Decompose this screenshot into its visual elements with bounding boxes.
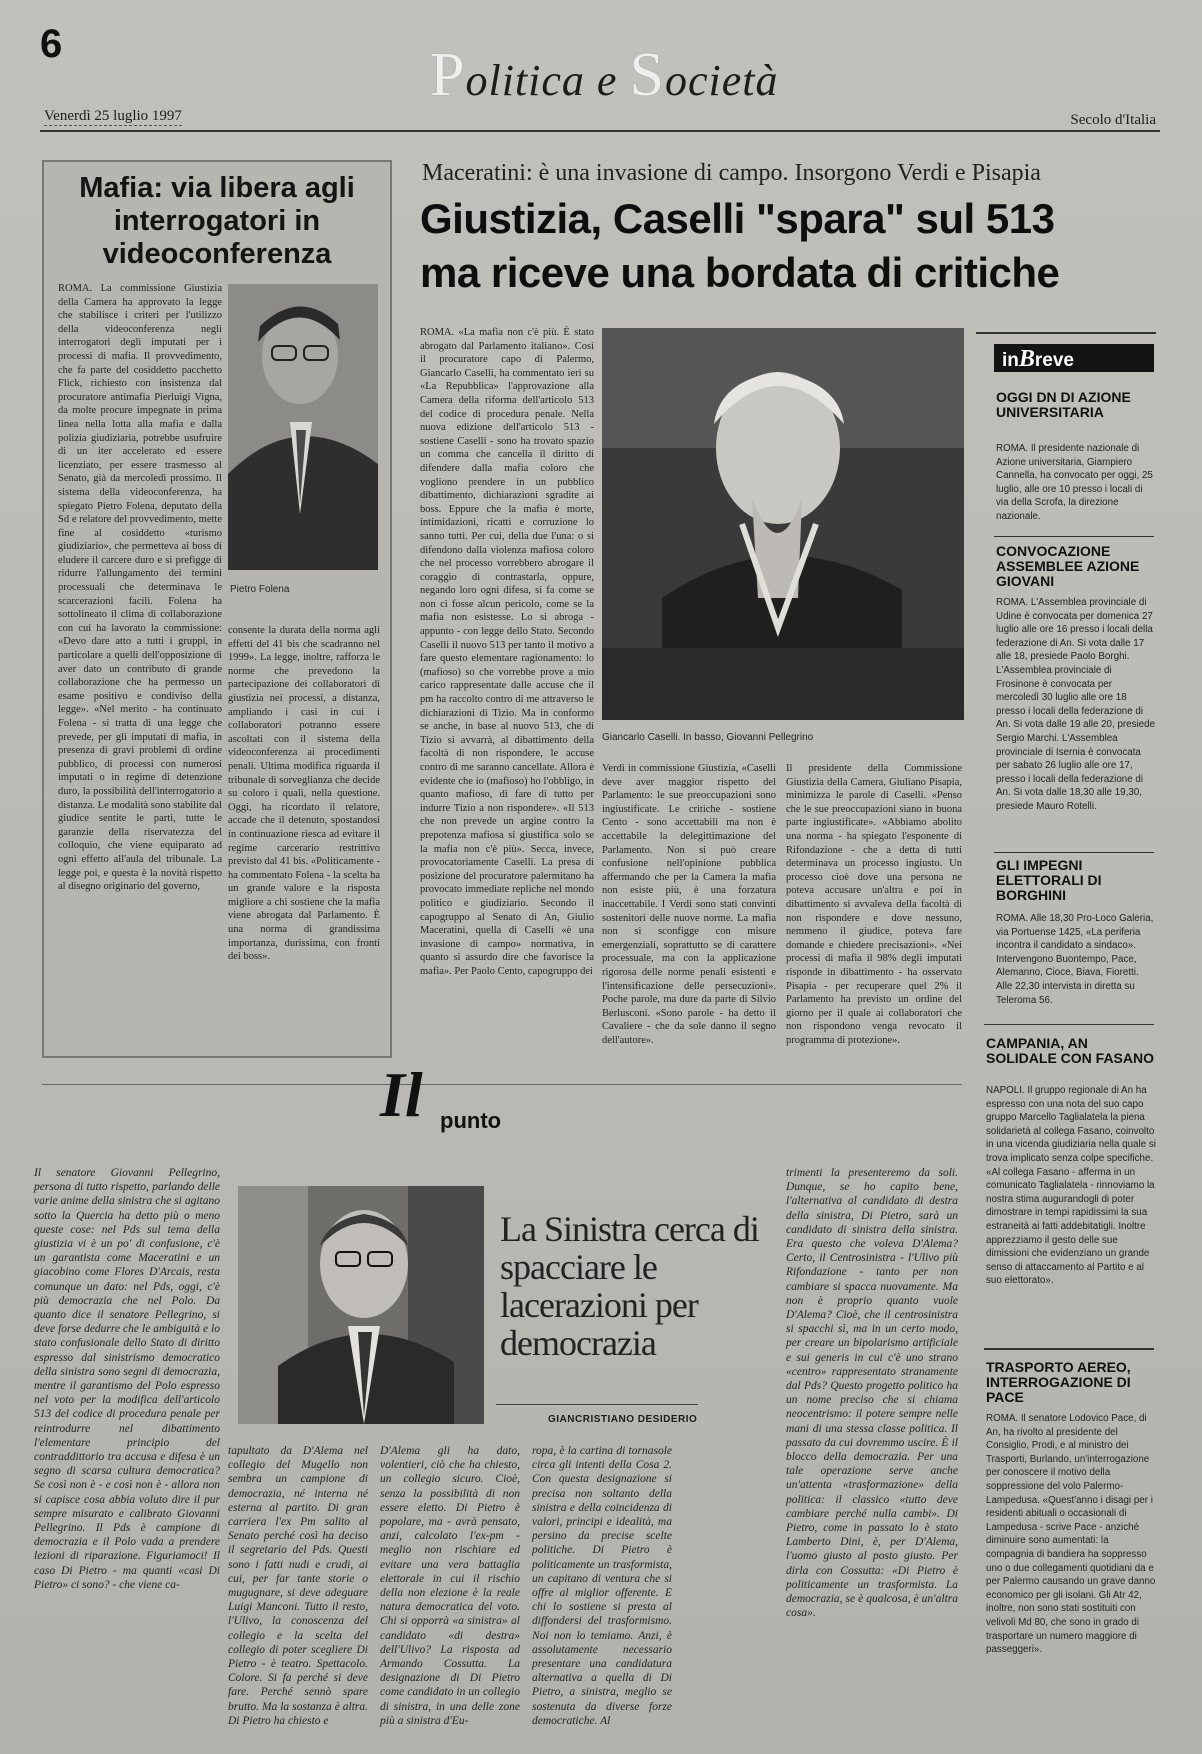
editorial-col2-text: tapultato da D'Alema nel collegio del Mugello non sembra un campione di democrazia, né interna né esterna al partito. Di gran carriera l'ex Pm salito al Senato perché così ha deciso il segretario del Pds. Questi sono i fatti nudi e crudi, ai cui, per far tante storie o mugugnare, si deve adeguare Luigi Manconi. Tutto il resto, l'Ulivo, la conoscenza del collegio e la scelta del collegio di poter scegliere Di Pietro - è teatro. Spettacolo. Colore. Si fa perché si deve fare. Perché sennò spare brutto. Ma la sostanza è altra. Di Pietro ha chiesto e bbox=[228, 1445, 368, 1727]
main-article-col1 bbox=[420, 326, 594, 1062]
editorial-title: La Sinistra cerca di spacciare le lacerazioni per democrazia bbox=[500, 1209, 759, 1363]
section-initial-s: S bbox=[629, 41, 665, 109]
main-article-col2-text: Verdi in commissione Giustizia, «Caselli deve aver maggior rispetto del Parlamento: le sue preoccupazioni sono ingiustificate. Le critiche - sostiene Cento - sono accettabili ma non è accettabile la delegittimazione del Parlamento. Non si può creare confusione nell'opinione pubblica affermando che per la Camera la mafia non esiste più, è una forzatura inaccettabile. I Verdi sono stati convinti sostenitori delle nuove norme. La mafia non si sconfigge con misure emergenziali, soprattutto se di carattere processuale, ma con la applicazione rigorosa delle norme penali esistenti e l'intensificazione delle persecuzioni». Poche parole, ma dure da parte di Silvio Berlusconi. «Sono parole - ha detto il Cavaliere - che da sole danno il segno dell'autore». bbox=[602, 763, 776, 1046]
main-headline-line2: ma riceve una bordata di critiche bbox=[420, 249, 1060, 296]
main-article-col3 bbox=[786, 762, 962, 1062]
brief-text-3: ROMA. Alle 18,30 Pro-Loco Galeria, via Portuense 1425, «La periferia incontra il candidato a sindaco». Intervengono Buontempo, Pace, Alemanno, Cioce, Biava, Fioretti. Alle 22,30 intervista in diretta su Teleroma 56. bbox=[996, 913, 1154, 1006]
left-article-col2 bbox=[228, 624, 380, 1036]
main-article-col1-text: ROMA. «La mafia non c'è più. È stato abrogato dal Parlamento italiano». Così il procuratore capo di Palermo, Giancarlo Caselli, ha commentato ieri su «La Repubblica» l'approvazione alla Camera della riforma dell'articolo 513 del codice di procedura penale. Nella nuova edizione dell'articolo 513 - sostiene Caselli - sono ha trovato spazio un comma che cancella il diritto di difendere dalla mafia coloro che vogliono prendere in un pubblico dibattimento, dichiarazioni sgradite ai boss. Eppure che la mafia è morte, intimidazioni, ricatti e corruzione lo sanno tutti. Per cui, della due l'una: o si difendono dalla violenza mafiosa coloro che nel processo vorrebbero abrogare il coraggio di contrastarla, oppure, negando loro ogni difesa, si fa come se non ci fosse alcun pericolo, come se la mafia non esistesse. Lo si abroga - appunto - con legge dello Stato. Secondo Caselli il nuovo 513 per tanto il motivo a fare questo elementare ragionamento: lo (mafioso) so che vorrebbe prove a mio carico rappresentate dalle accuse che il pm ha raccolto contro di me attraverso le dichiarazioni di Tizio. Ma in conformo se anche, in base al nuovo 513, che di Tizio si avvarrà, al dibattimento della facoltà di non rispondere, le accuse contro di me saranno cancellate. Allora è evidente che io (mafioso) ho l'obbligo, in quanto mafioso, di fare di tutto per indurre Tizio a non rispondere». «Il 513 che non prevede un argine contro la prepotenza mafiosa si giustifica solo se la mafia non c'è più». Secca, invece, provocatoriamente Caselli. La presa di posizione del procuratore palermitano ha provocato immediate repliche nel mondo politico e giudiziario. Secondo il capogruppo al Senato di An, Giulio Maceratini, quella di Caselli «è una invasione di campo» normativa, in quanto si assurdo dire che favorisce la mafia». Per Paolo Cento, capogruppo dei bbox=[420, 327, 594, 977]
folena-photo bbox=[228, 284, 378, 570]
in-breve-b: B bbox=[1018, 346, 1035, 372]
punto-rule bbox=[42, 1084, 962, 1085]
brief-title-2: CONVOCAZIONE ASSEMBLEE AZIONE GIOVANI bbox=[996, 543, 1140, 589]
section-rest-1: olitica e bbox=[465, 56, 630, 105]
left-article-col2-text: consente la durata della norma agli effetti del 41 bis che scadranno nel 1999». La legge, inoltre, rafforza le norme che prevedono la partecipazione dei collaboratori di giustizia nei processi, a distanza, ampliando i casi in cui i collaboratori potranno essere ascoltati con il sistema della videoconferenza ai procedimenti penali. Ultima modifica riguarda il tribunale di sorveglianza che decide su coloro i quali, nella questione. Oggi, ha ricordato il relatore, accade che il detenuto, spostandosi in continuazione riesca ad evitare il regime carcerario restrittivo previsto dal 41 bis. «Politicamente - ha commentato Folena - la scelta ha un grande valore e la risposta migliore a chi sostiene che la mafia viene abrogata dal Parlamento. È una norma di grandissima importanza, durissima, con fronti dei boss». bbox=[228, 625, 380, 963]
brief-divider bbox=[994, 536, 1154, 537]
left-article-title: Mafia: via libera agli interrogatori in videoconferenza bbox=[79, 172, 355, 270]
editorial-col1 bbox=[34, 1166, 220, 1746]
left-article-col1-text: ROMA. La commissione Giustizia della Camera ha approvato la legge che stabilisce i criteri per l'utilizzo della videoconferenza negli interrogatori degli imputati per i processi di mafia. Il provvedimento, che fa parte del cosiddetto pacchetto Flick, richiesto con insistenza dal procuratore antimafia Pierluigi Vigna, da molte procure impegnate in prima linea nella lotta alla mafia e dalla polizia giudiziaria, potrebbe usufruire di un iter accelerato ed essere licenziato, per essere trasmesso al Senato, già da mercoledì prossimo. Il sistema della videoconferenza, ha spiegato Pietro Folena, deputato della Sd e relatore del provvedimento, mette fine al cosiddetto «turismo giudiziario», che permetteva ai boss di eludere il carcere duro e si prefigge di ridurre l'allungamento dei termini processuali che determinava le scarcerazioni facili. Folena ha sottolineato il clima di collaborazione con cui ha lavorato la commissione: «Devo dare atto a tutti i gruppi, in particolare a quelli dell'opposizione di aver dato un contributo di grande collaborazione che ha permesso un esame positivo e condiviso della legge». «Nel merito - ha continuato Folena - si tratta di una legge che prevede, per gli imputati di mafia, in presenza di gravi problemi di ordine pubblico, di processi con numerosi imputati o in regime di detenzione duro, la possibilità dell'interrogatorio a distanza. Le modalità sono stabilite dal giudice sentite le parti, tutte le garanzie della riservatezza del colloquio, che viene equiparato ad ogni effetto all'aula del tribunale. La legge poi, e questa è la novità rispetto al disegno originario del governo, bbox=[58, 283, 222, 893]
header-rule bbox=[40, 130, 1160, 132]
main-headline bbox=[420, 192, 1160, 300]
section-title bbox=[430, 40, 778, 111]
brief-text-1: ROMA. Il presidente nazionale di Azione universitaria, Giampiero Cannella, ha convocato per oggi, 25 luglio, alle ore 10 presso i locali di via della Scrofa, la direzione nazionale. bbox=[996, 443, 1153, 522]
left-article-col1-cont bbox=[58, 600, 222, 1036]
brief-title-5: TRASPORTO AEREO, INTERROGAZIONE DI PACE bbox=[986, 1359, 1131, 1405]
editorial-byline: GIANCRISTIANO DESIDERIO bbox=[548, 1414, 698, 1425]
section-initial-p: P bbox=[430, 41, 466, 109]
caselli-caption: Giancarlo Caselli. In basso, Giovanni Pellegrino bbox=[602, 732, 814, 743]
in-breve-label bbox=[994, 344, 1154, 372]
caselli-photo bbox=[602, 328, 964, 720]
main-headline-line1: Giustizia, Caselli "spara" sul 513 bbox=[420, 195, 1055, 242]
editorial-col2 bbox=[228, 1444, 368, 1744]
portrait-pellegrino bbox=[238, 1186, 484, 1424]
newspaper-name: Secolo d'Italia bbox=[1070, 112, 1156, 128]
left-article-col1 bbox=[58, 282, 222, 893]
editorial-col4 bbox=[532, 1444, 672, 1744]
editorial-col3 bbox=[380, 1444, 520, 1744]
brief-divider bbox=[984, 1348, 1154, 1350]
brief-title-3: GLI IMPEGNI ELETTORALI DI BORGHINI bbox=[996, 857, 1102, 903]
brief-title-1: OGGI DN DI AZIONE UNIVERSITARIA bbox=[996, 389, 1131, 420]
main-kicker: Maceratini: è una invasione di campo. Insorgono Verdi e Pisapia bbox=[422, 160, 1041, 186]
folena-caption: Pietro Folena bbox=[230, 584, 290, 595]
pellegrino-photo bbox=[238, 1186, 484, 1424]
punto-label: punto bbox=[440, 1108, 502, 1133]
brief-divider bbox=[994, 852, 1154, 853]
brief-title-4: CAMPANIA, AN SOLIDALE CON FASANO bbox=[986, 1035, 1155, 1066]
brief-text-2: ROMA. L'Assemblea provinciale di Udine è convocata per domenica 27 luglio alle ore 16 presso i locali della federazione di An. Si vota dalle 17 alle 18, presiede Paolo Borghi. L'Assemblea provinciale di Frosinone è convocata per mercoledì 30 luglio alle ore 18 presso i locali della federazione di An. Si vota dalle 19 alle 20, presiede Sergio Marchi. L'Assemblea provinciale di Isernia è convocata per sabato 26 luglio alle ore 17, presso i locali della federazione di An. Si vota dalle 18,30 alle 19,30, presiede Mauro Rotelli. bbox=[996, 597, 1156, 812]
editorial-col5 bbox=[786, 1166, 958, 1746]
section-rest-2: ocietà bbox=[664, 56, 779, 105]
editorial-col1-text: Il senatore Giovanni Pellegrino, persona di tutto rispetto, parlando delle varie anime della sinistra che si agitano sotto la Quercia ha detto più o meno queste cose: nel Pds sul tema della giustizia vi è un po' di confusione, c'è un garantista come Maceratini e un giacobino come Flores D'Arcais, resta comunque un dato: nel Pds, oggi, c'è più democrazia che nel Polo. Da quanto dice il senatore Pellegrino, si deve forse dedurre che le ambiguità e lo stato confusionale dello Stato di diritto espresso dal sinistrismo democratico della sinistra sono segni di democrazia, mentre il garantismo del Polo espresso nel voto per la modifica dell'articolo 513 del codice di procedura penale per reintrodurre nel dibattimento l'elementare principio del contraddittorio tra accusa e difesa è un segno di scarsa cultura democratica? Se così non è - e così non è - allora non si capisce cosa abbia voluto dire il pur sempre misurato e calibrato Giovanni Pellegrino. Il Pds è campione di democrazia e il Polo vada a prendere lezioni di riparazione. Figuriamoci! Il caso Di Pietro - ma quanti «casi Di Pietro» ci sono? - che viene ca- bbox=[34, 1167, 220, 1591]
editorial-col4-text: ropa, è la cartina di tornasole circa gli intenti della Cosa 2. Con questa designazione si precisa non soltanto della sinistra e della coincidenza di valori, principi e idealità, ma persino da precise scelte politiche. Di Pietro è politicamente un trasformista, un capitano di ventura che si offre al miglior offerente. E chi lo sostiene si presta al diffondersi del trasformismo. Noi non lo temiamo. Anzi, è assolutamente necessario presentare una candidatura alternativa a quella di Di Pietro, a sinistra, meglio se sostenuta da diverse forze democratiche. Al bbox=[532, 1445, 672, 1727]
main-article-col2 bbox=[602, 762, 776, 1062]
in-breve-in: in bbox=[1002, 350, 1019, 371]
brief-text-4: NAPOLI. Il gruppo regionale di An ha espresso con una nota del suo capo gruppo Marcello Taglialatela la piena solidarietà al collega Fasano, coinvolto in una vicenda giudiziaria nella quale si trova implicato senza colpe specifiche. «Al collega Fasano - afferma in un comunicato Taglialatela - rinnoviamo la nostra stima augurandogli di poter dimostrare in tempi rapidissimi la sua estraneità ai fatti addebitatigli. Inoltre apprezziamo il gesto delle sue dimissioni che evidenziano un grande senso di attaccamento al Partito e al suo elettorato». bbox=[986, 1085, 1156, 1287]
portrait-folena bbox=[228, 284, 378, 570]
main-article-col3-text: Il presidente della Commissione Giustizia della Camera, Giuliano Pisapia, minimizza le parole di Caselli. «Penso che le sue preoccupazioni siano in buona parte ingiustificate». «Abbiamo abolito una norma - ha spiegato l'esponente di Rifondazione - che a detta di tutti determinava un processo ingiusto. Un processo cioè dove una persona ne poteva accusare un'altra e poi in dibattimento si avvaleva della facoltà di non rispondere e dove nessuno, nemmeno il giudice, poteva fare domande e chiedere precisazioni». «Nei processi di mafia il 98% degli imputati risponde in dibattimento - ha osservato Pisapia - per recuperare quel 2% il Parlamento ha previsto un ordine del giorno per il quale ai collaboratori che non rispondono venga revocato il programma di protezione». bbox=[786, 763, 962, 1046]
editorial-col5-text: trimenti la presenteremo da soli. Dunque, se ho capito bene, l'alternativa al candidato di destra della sinistra, Di Pietro, sarà un candidato di sinistra della sinistra. Era questo che voleva D'Alema? Certo, il Centrosinistra - l'Ulivo più Rifondazione - tanto per non cambiare si spacca nuovamente. Ma non è proprio quanto vuole D'Alema? Cioè, che il centrosinistra si spacchi sì, ma in un certo modo, per creare un bipolarismo artificiale e sui generis in cui c'è uno strano «centro» rappresentato stranamente dal Pds? Questo progetto politico ha un nome preciso che si chiama neocentrismo: il potere sempre nelle mani di una stessa classe politica. Il passato da cui dovremmo uscire. È il blocco della democrazia. Per una tale operazione serve anche un'attenta «trasformazione» della politica: il classico «tutto deve cambiare perché nulla cambi». Di Pietro, come in passato lo è stato Lamberto Dini, è, per D'Alema, l'uomo giusto al posto giusto. Per dirla con Cossutta: «Di Pietro è politicamente un trasformista. La democrazia, se è qualcosa, è un'altra cosa». bbox=[786, 1167, 958, 1620]
punto-mark: Il bbox=[380, 1059, 423, 1130]
page-number: 6 bbox=[40, 22, 63, 66]
editorial-col3-text: D'Alema gli ha dato, volentieri, ciò che ha chiesto, un collegio sicuro. Cioè, senza la possibilità di non essere eletto. Di Pietro è popolare, ma - avrà pensato, anzi, calcolato l'ex-pm - meglio non rischiare ed evitare una vera battaglia elettorale in cui il rischio della non elezione è la reale natura democratica del voto. Chi si opporrà «a sinistra» al candidato «di destra» dell'Ulivo? La risposta ad Armando Cossutta. La designazione di Di Pietro come candidato in un collegio di sinistra, in una delle zone più a sinistra d'Eu- bbox=[380, 1445, 520, 1727]
portrait-caselli bbox=[602, 328, 964, 720]
breve-rule bbox=[976, 332, 1156, 334]
brief-divider bbox=[984, 1024, 1154, 1025]
issue-date: Venerdì 25 luglio 1997 bbox=[44, 108, 182, 124]
brief-text-5: ROMA. Il senatore Lodovico Pace, di An, ha rivolto al presidente del Consiglio, Prodi, e al ministro dei Trasporti, Burlando, un'interrogazione per conoscere il motivo della soppressione del volo Palermo-Lampedusa. «Quest'anno i disagi per i residenti abituali o occasionali di Lampedusa - scrive Pace - anziché diminuire sono aumentati: la compagnia di bandiera ha soppresso uno o due collegamenti quotidiani da e per Palermo causando un grave danno economico per gli isolani. Gli Atr 42, inoltre, non sono stati sostituiti con velivoli Md 80, che sono in grado di trasportare un numero maggiore di passeggeri». bbox=[986, 1413, 1156, 1656]
byline-rule bbox=[496, 1404, 698, 1405]
in-breve-rest: reve bbox=[1034, 350, 1075, 371]
